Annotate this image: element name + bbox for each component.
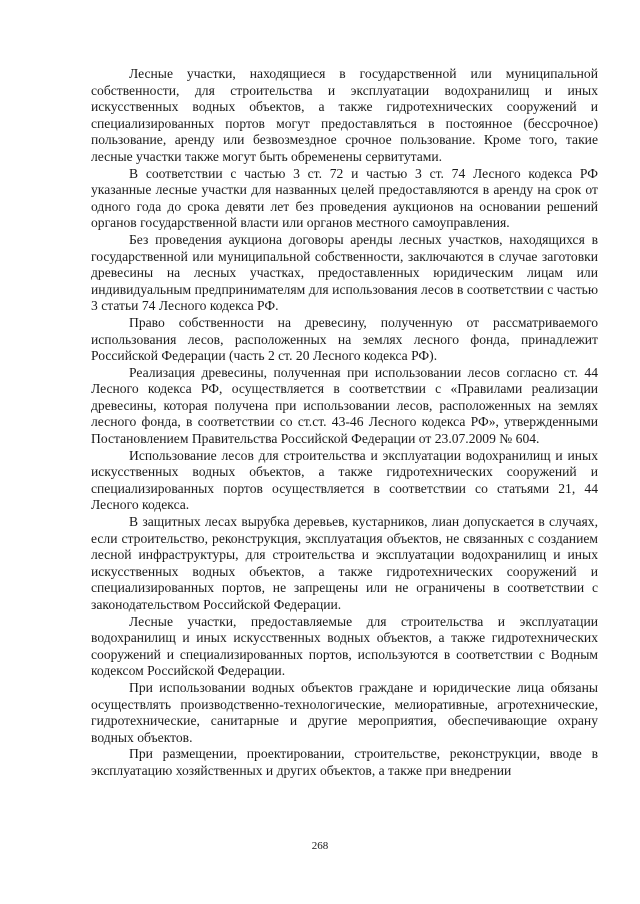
paragraph-5: Реализация древесины, полученная при использовании лесов согласно ст. 44 Лесного кодекса РФ, осуществляется в соответствии с «Правилами реализации древесины, которая получена при использовании лесов, расположенных на землях лесного фонда, в соответствии со ст.ст. 43-46 Лесного кодекса РФ», утвержденными Постановлением Правительства Российской Федерации от 23.07.2009 № 604. xyxy=(91,364,598,447)
paragraph-8: Лесные участки, предоставляемые для строительства и эксплуатации водохранилищ и иных искусственных водных объектов, а также гидротехнических сооружений и специализированных портов, используются в соответствии с Водным кодексом Российской Федерации. xyxy=(91,613,598,679)
paragraph-10: При размещении, проектировании, строительстве, реконструкции, вводе в эксплуатацию хозяйственных и других объектов, а также при внедрении xyxy=(91,746,598,778)
paragraph-9: При использовании водных объектов граждане и юридические лица обязаны осуществлять производственно-технологические, мелиоративные, агротехнические, гидротехнические, санитарные и другие мероприятия, обеспечивающие охрану водных объектов. xyxy=(91,679,598,745)
document-body xyxy=(91,66,598,780)
paragraph-1: Лесные участки, находящиеся в государственной или муниципальной собственности, для строительства и эксплуатации водохранилищ и иных искусственных водных объектов, а также гидротехнических сооружений и специализированных портов могут предоставляться в постоянное (бессрочное) пользование, аренду или безвозмездное срочное пользование. Кроме того, такие лесные участки также могут быть обременены сервитутами. xyxy=(91,66,598,164)
paragraph-6: Использование лесов для строительства и эксплуатации водохранилищ и иных искусственных водных объектов, а также гидротехнических сооружений и специализированных портов осуществляется в соответствии со статьями 21, 44 Лесного кодекса. xyxy=(91,447,598,513)
paragraph-4: Право собственности на древесину, полученную от рассматриваемого использования лесов, расположенных на землях лесного фонда, принадлежит Российской Федерации (часть 2 ст. 20 Лесного кодекса РФ). xyxy=(91,314,598,364)
paragraph-7: В защитных лесах вырубка деревьев, кустарников, лиан допускается в случаях, если строительство, реконструкция, эксплуатация объектов, не связанных с созданием лесной инфраструктуры, для строительства и эксплуатации водохранилищ и иных искусственных водных объектов, а также гидротехнических сооружений и специализированных портов, не запрещены или не ограничены в соответствии с законодательством Российской Федерации. xyxy=(91,514,598,612)
page-number: 268 xyxy=(311,840,329,852)
paragraph-2: В соответствии с частью 3 ст. 72 и частью 3 ст. 74 Лесного кодекса РФ указанные лесные участки для названных целей предоставляются в аренду на срок от одного года до срока девяти лет без проведения аукционов на основании решений органов государственной власти или органов местного самоуправления. xyxy=(91,165,598,231)
paragraph-3: Без проведения аукциона договоры аренды лесных участков, находящихся в государственной или муниципальной собственности, заключаются в случае заготовки древесины на лесных участках, предоставленных юридическим лицам или индивидуальным предпринимателям для использования лесов в соответствии с частью 3 статьи 74 Лесного кодекса РФ. xyxy=(91,231,598,314)
